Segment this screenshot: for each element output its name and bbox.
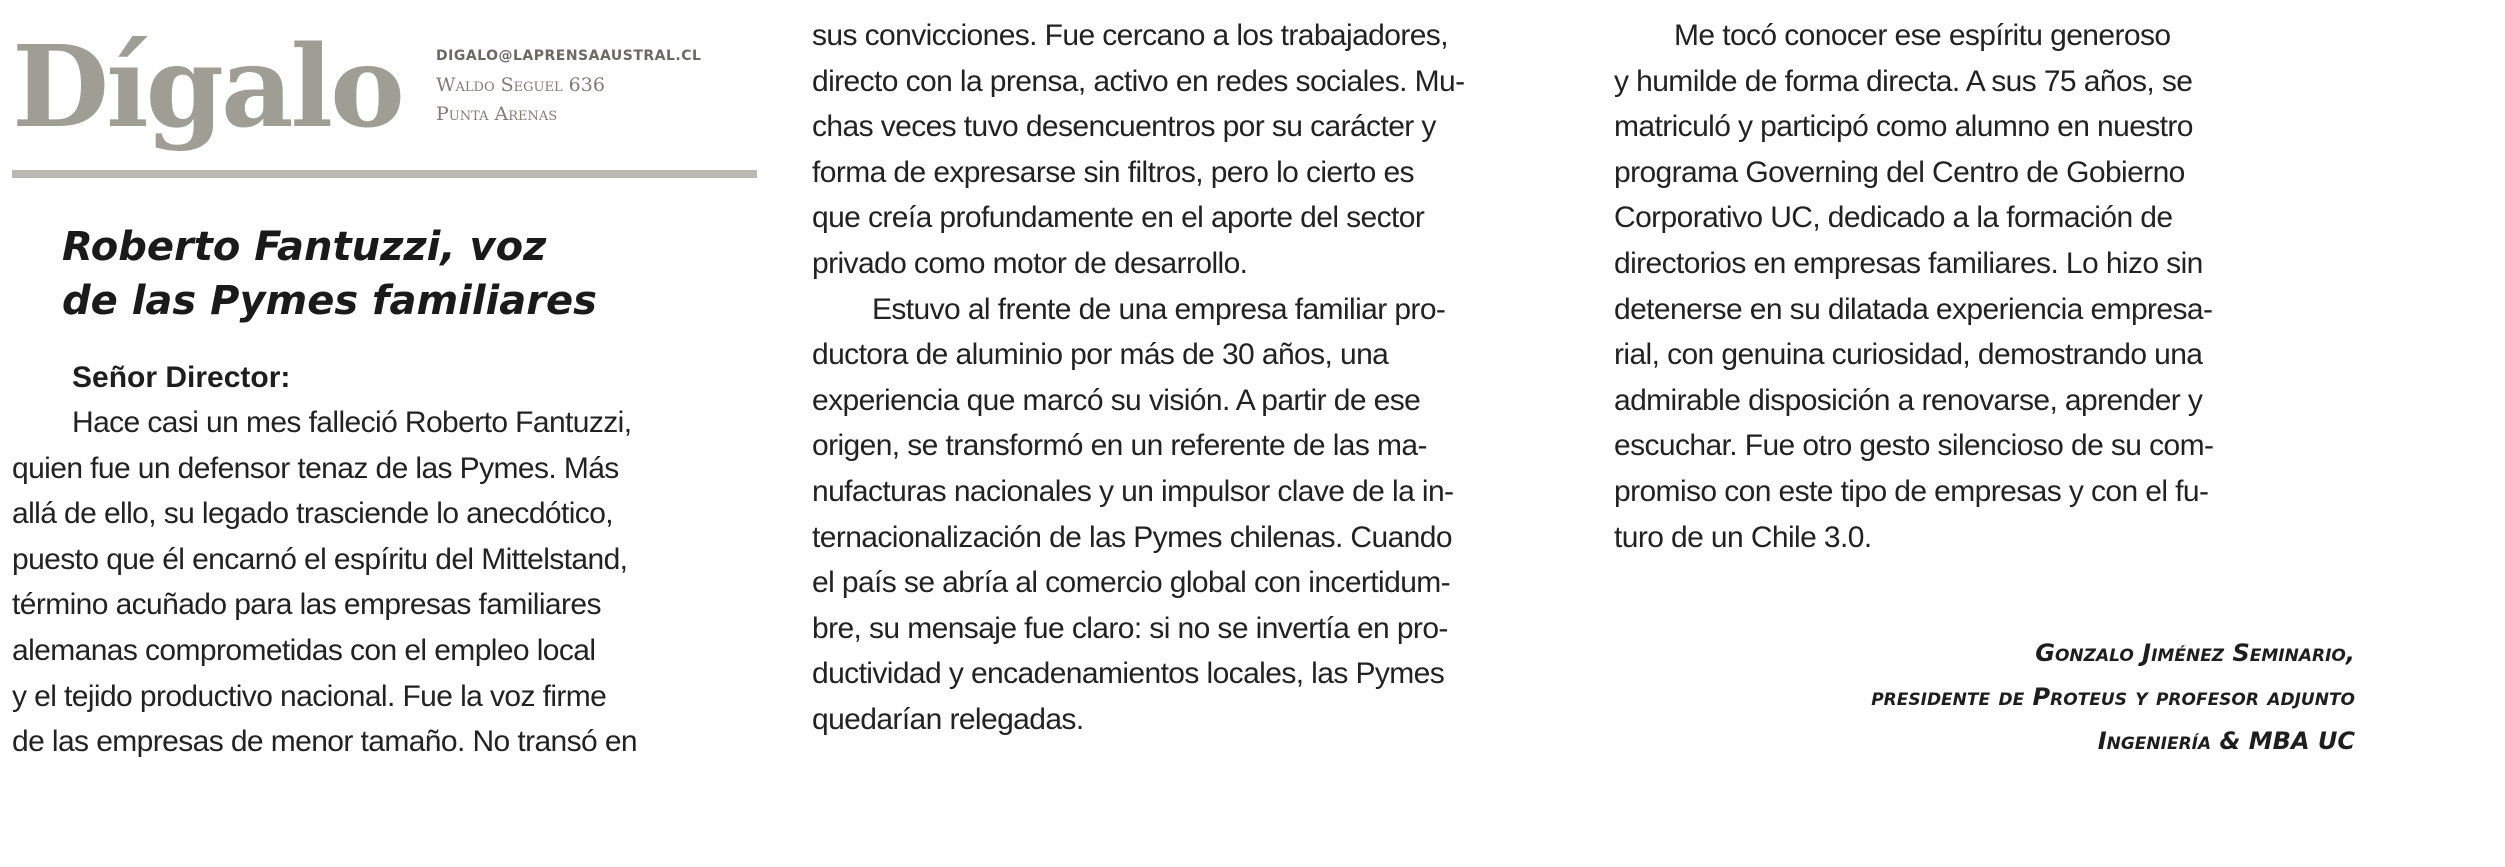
body-line: Corporativo UC, dedicado a la formación de [1614,201,2173,235]
body-line: ductora de aluminio por más de 30 años, una [812,338,1389,372]
body-line: chas veces tuvo desencuentros por su carácter y [812,110,1436,144]
letter-headline [62,220,722,328]
body-line: matriculó y participó como alumno en nuestro [1614,110,2193,144]
body-line: detenerse en su dilatada experiencia empresa- [1614,292,2213,326]
body-line: puesto que él encarnó el espíritu del Mittelstand, [12,542,628,576]
body-line: Hace casi un mes falleció Roberto Fantuzzi, [72,406,632,439]
contact-block [436,42,766,129]
headline-line: de las Pymes familiares [62,278,597,324]
body-line: turo de un Chile 3.0. [1614,520,1872,554]
letter-salutation: Señor Director: [72,361,291,394]
body-column-1 [12,400,757,765]
body-line: nufacturas nacionales y un impulsor clave de la in- [812,474,1454,508]
body-line: alemanas comprometidas con el empleo local [12,633,596,667]
body-line: sus convicciones. Fue cercano a los trabajadores, [812,19,1448,52]
body-line: allá de ello, su legado trasciende lo anecdótico, [12,497,614,531]
contact-address-city: Punta Arenas [436,103,558,125]
contact-email[interactable]: DIGALO@LAPRENSAAUSTRAL.CL [436,48,702,64]
signature-title: presidente de Proteus y profesor adjunto [1871,683,2355,711]
body-line: promiso con este tipo de empresas y con el fu- [1614,474,2209,508]
body-line: de las empresas de menor tamaño. No transó en [12,725,638,759]
body-line: Estuvo al frente de una empresa familiar pro- [872,292,1446,326]
body-line: programa Governing del Centro de Gobierno [1614,155,2185,189]
body-line: ternacionalización de las Pymes chilenas. Cuando [812,520,1452,554]
body-line: término acuñado para las empresas familiares [12,588,601,622]
section-masthead [12,18,757,158]
body-line: que creía profundamente en el aporte del sector [812,201,1425,235]
body-line: el país se abría al comercio global con incertidum- [812,566,1451,600]
body-column-2 [812,13,1557,743]
body-line: forma de expresarse sin filtros, pero lo cierto es [812,155,1414,189]
body-line: ductividad y encadenamientos locales, las Pymes [812,657,1445,691]
contact-address-street: Waldo Seguel 636 [436,74,605,96]
body-line: bre, su mensaje fue claro: si no se invertía en pro- [812,611,1448,645]
body-line: escuchar. Fue otro gesto silencioso de su com- [1614,429,2214,463]
body-line: quien fue un defensor tenaz de las Pymes. Más [12,451,619,485]
letter-signature [1871,631,2355,763]
signature-name: Gonzalo Jiménez Seminario, [2035,639,2355,667]
body-line: Me tocó conocer ese espíritu generoso [1674,19,2171,52]
section-logo: Dígalo [12,22,402,153]
body-line: quedarían relegadas. [812,702,1084,736]
body-line: admirable disposición a renovarse, aprender y [1614,383,2203,417]
body-line: origen, se transformó en un referente de las ma- [812,429,1427,463]
body-line: privado como motor de desarrollo. [812,246,1248,280]
body-line: directorios en empresas familiares. Lo hizo sin [1614,246,2203,280]
body-line: rial, con genuina curiosidad, demostrando una [1614,338,2203,372]
body-line: experiencia que marcó su visión. A partir de ese [812,383,1421,417]
headline-line: Roberto Fantuzzi, voz [62,224,547,270]
signature-affiliation: Ingeniería & MBA UC [2097,727,2355,755]
masthead-divider [12,170,757,178]
body-line: y humilde de forma directa. A sus 75 años, se [1614,64,2193,98]
body-column-3 [1614,13,2359,560]
body-line: y el tejido productivo nacional. Fue la voz firme [12,679,607,713]
body-line: directo con la prensa, activo en redes sociales. Mu- [812,64,1465,98]
